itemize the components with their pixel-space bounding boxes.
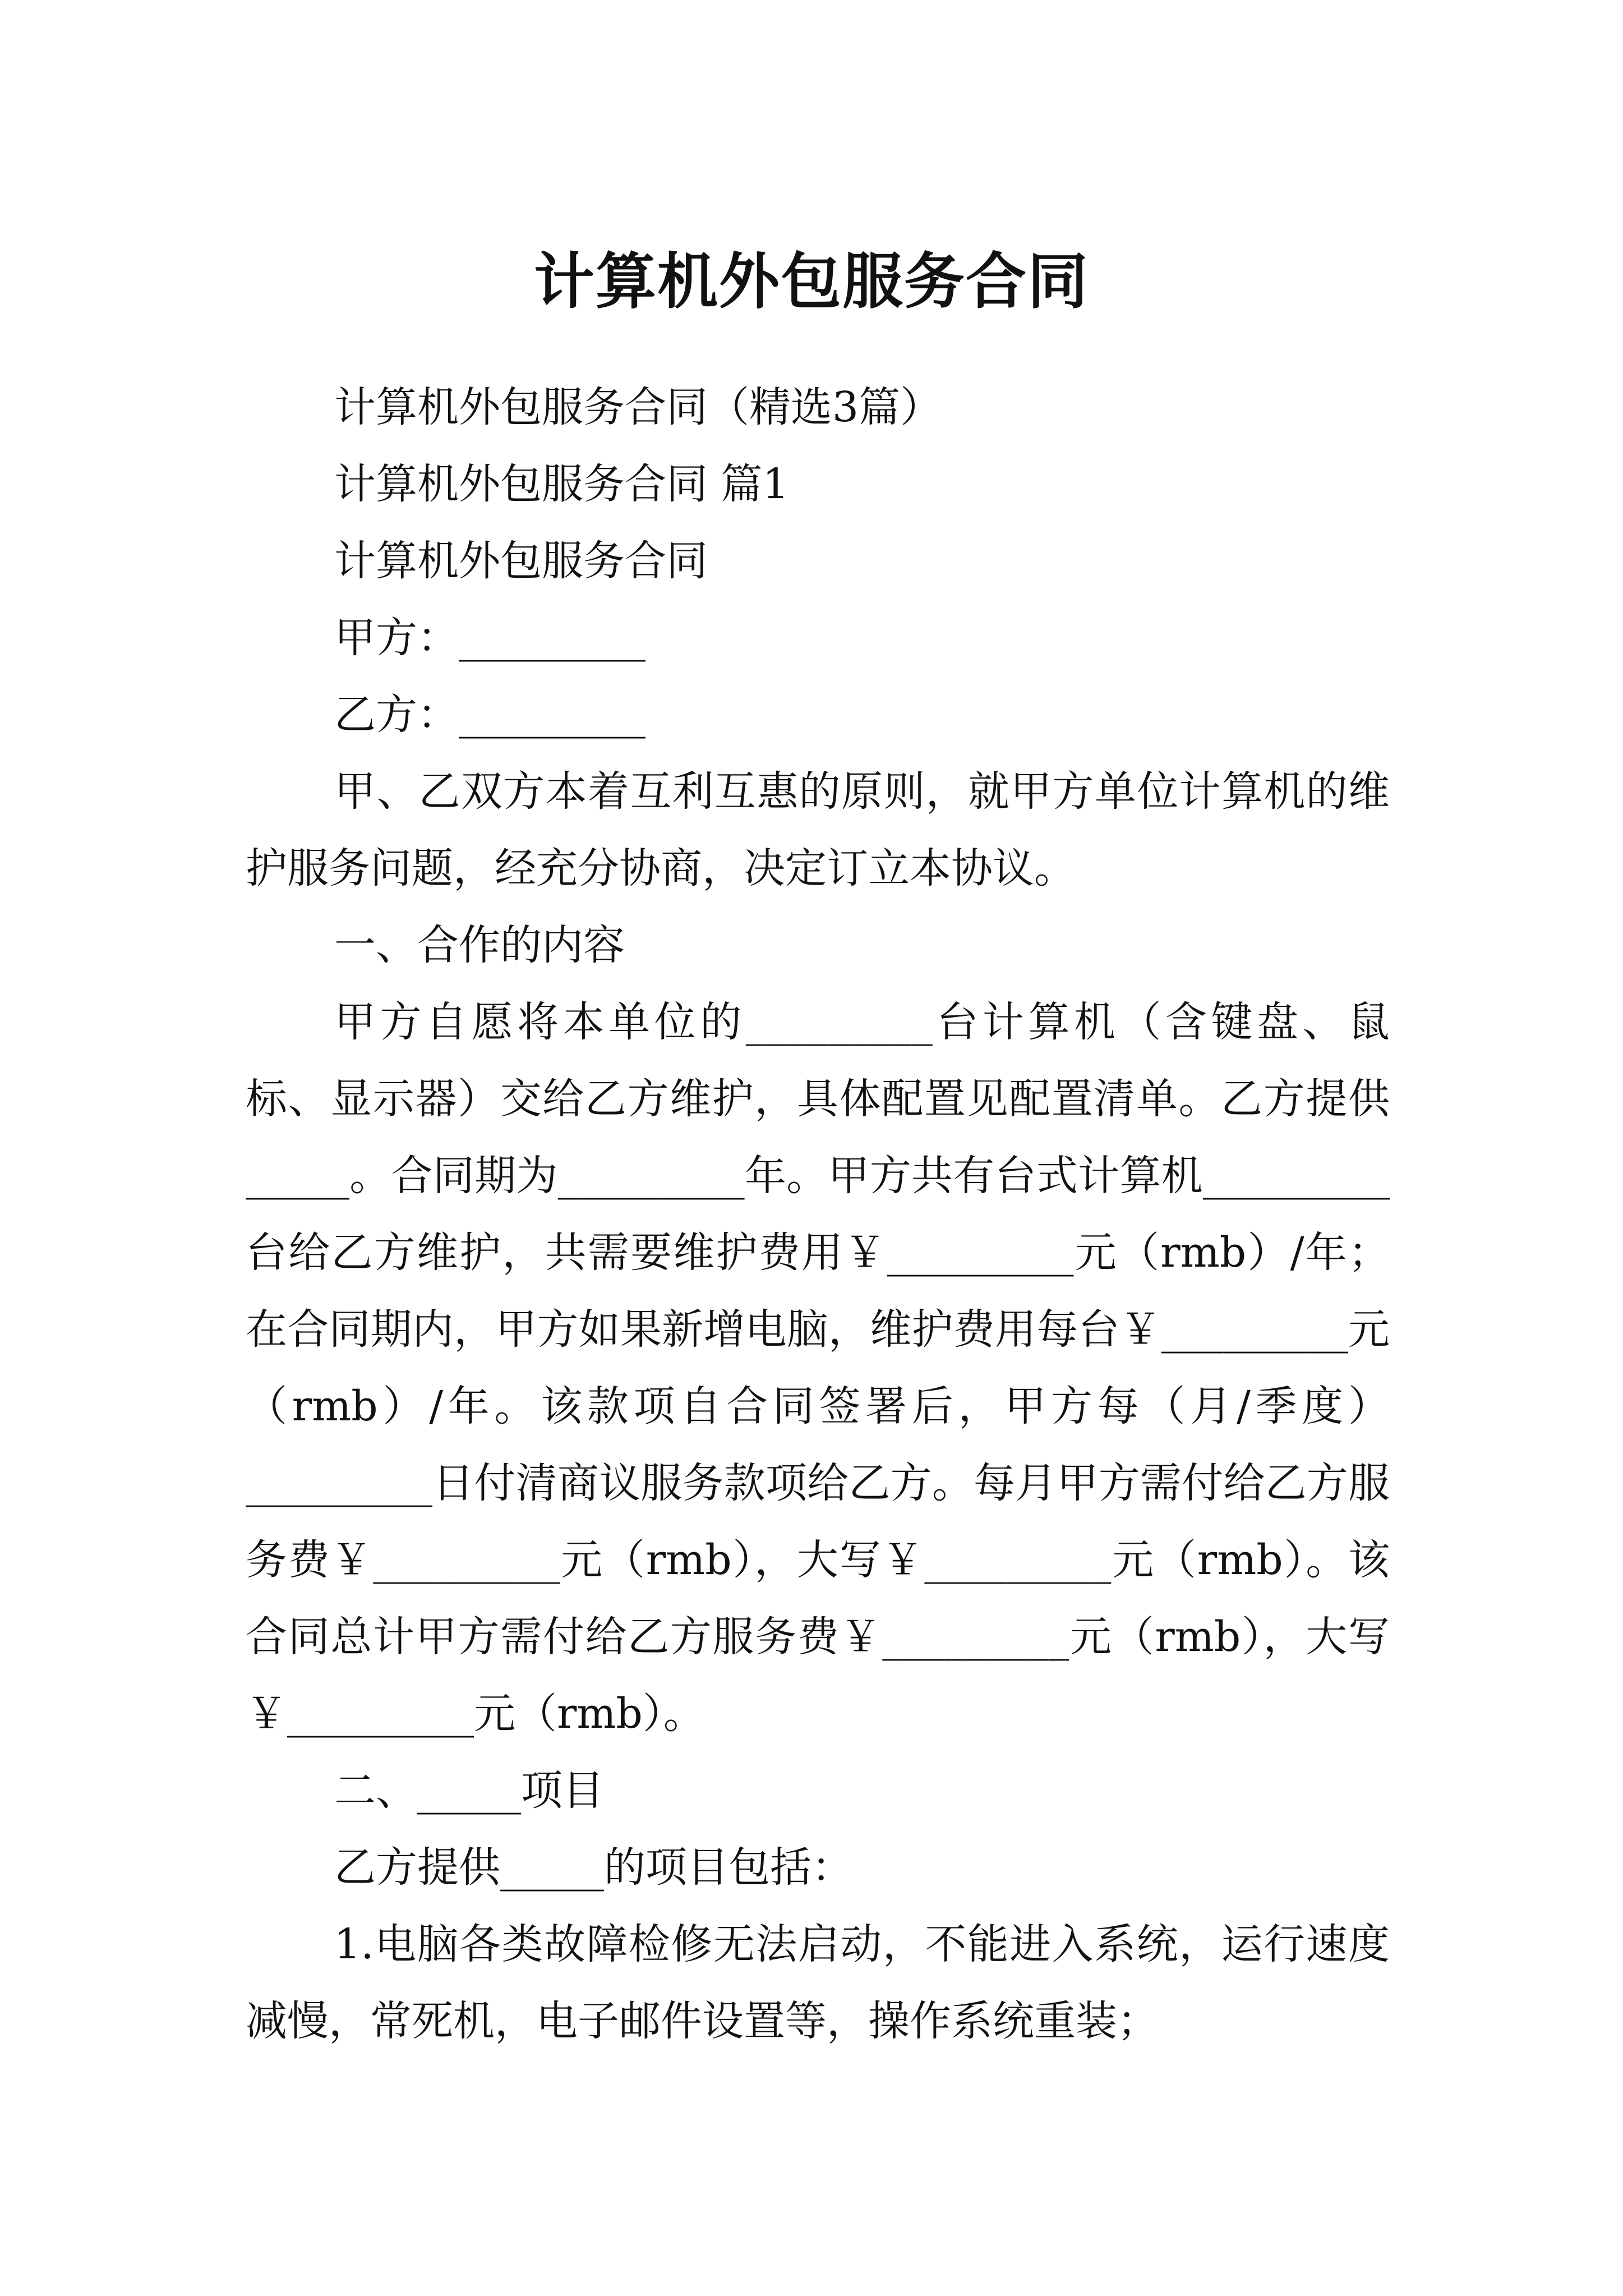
document-body [246,369,1390,2060]
document-title: 计算机外包服务合同 [533,246,1089,318]
paragraph-item-one: 1.电脑各类故障检修无法启动，不能进入系统，运行速度减慢，常死机，电子邮件设置等，操作系统重装； [246,1920,1390,2045]
paragraph-cooperation-content: 甲方自愿将本单位的_________台计算机（含键盘、鼠标、显示器）交给乙方维护，具体配置见配置清单。乙方提供_____。合同期为_________年。甲方共有台式计算机_________台给乙方维护，共需要维护费用￥_________元（rmb）/年；在合同期内，甲方如果新增电脑，维护费用每台￥_________元（rmb）/年。该款项自合同签署后，甲方每（月/季度）_________日付清商议服务款项给乙方。每月甲方需付给乙方服务费￥_________元（rmb），大写￥_________元（rmb）。该合同总计甲方需付给乙方服务费￥_________元（rmb），大写￥_________元（rmb）。 [246,998,1390,1738]
paragraph-heading-one: 一、合作的内容 [334,921,625,969]
paragraph-subtitle: 计算机外包服务合同（精选3篇） [334,383,942,431]
paragraph-heading-two: 二、_____项目 [334,1766,604,1815]
paragraph-service-items: 乙方提供_____的项目包括： [334,1843,853,1892]
paragraph-section-title: 计算机外包服务合同 篇1 [334,460,789,508]
paragraph-party-a: 甲方：_________ [334,614,645,662]
paragraph-contract-name: 计算机外包服务合同 [334,537,708,585]
paragraph-intro: 甲、乙双方本着互利互惠的原则，就甲方单位计算机的维护服务问题，经充分协商，决定订立本协议。 [246,767,1390,892]
paragraph-party-b: 乙方：_________ [334,691,645,739]
